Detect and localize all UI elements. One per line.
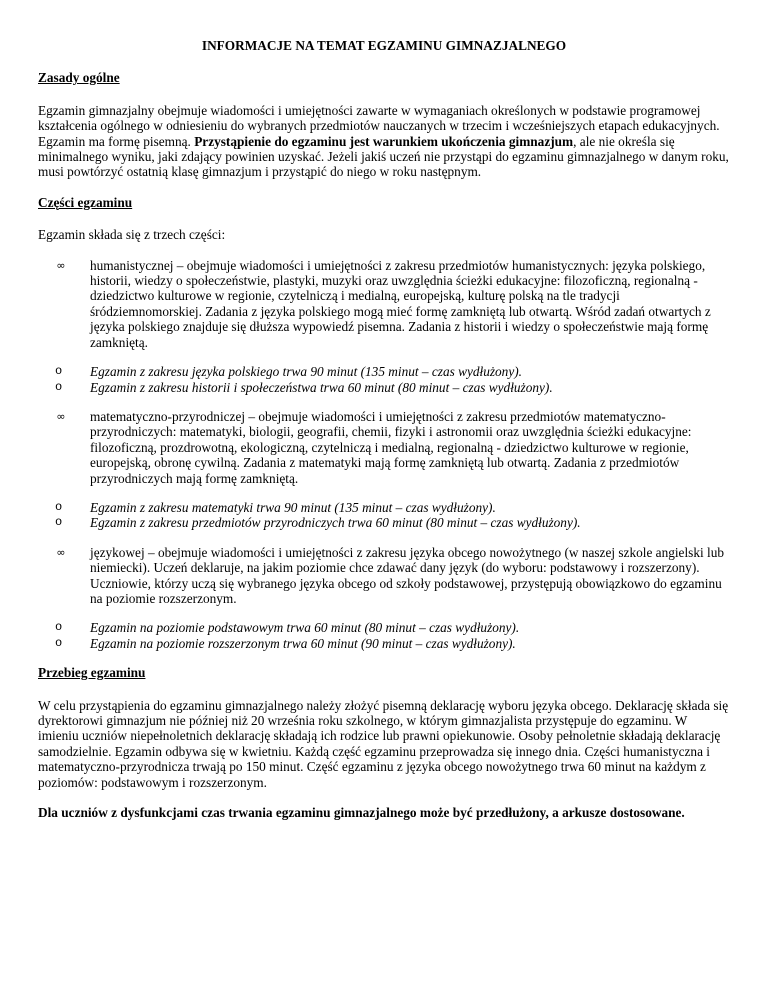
list-item bbox=[55, 499, 730, 515]
general-bold-text: Przystąpienie do egzaminu jest warunkiem ukończenia gimnazjum bbox=[194, 133, 574, 149]
list-item bbox=[55, 364, 730, 380]
list-item bbox=[55, 635, 730, 651]
circle-bullet-icon: o bbox=[55, 499, 63, 514]
sub-item-text: Egzamin z zakresu języka polskiego trwa 90 minut (135 minut – czas wydłużony). bbox=[90, 364, 522, 380]
dysfunction-note: Dla uczniów z dysfunkcjami czas trwania egzaminu gimnazjalnego może być przedłużony, a arkusze dostosowane. bbox=[38, 805, 685, 821]
sub-list bbox=[55, 620, 730, 651]
circle-bullet-icon: o bbox=[55, 515, 63, 530]
sub-item-text: Egzamin z zakresu matematyki trwa 90 minut (135 minut – czas wydłużony). bbox=[90, 499, 496, 515]
list-item bbox=[55, 379, 730, 395]
sub-list bbox=[55, 364, 730, 395]
list-item bbox=[38, 258, 730, 395]
section-heading-parts: Części egzaminu bbox=[38, 194, 133, 210]
section-heading-course: Przebieg egzaminu bbox=[38, 665, 146, 681]
parts-intro: Egzamin składa się z trzech części: bbox=[38, 227, 226, 243]
sub-item-text: Egzamin z zakresu historii i społeczeństwa trwa 60 minut (80 minut – czas wydłużony). bbox=[90, 379, 553, 395]
part-description: językowej – obejmuje wiadomości i umiejętności z zakresu języka obcego nowożytnego (w naszej szkole angielski lub niemiecki). Uczeń deklaruje, na jakim poziomie chce zdawać dany język (do wyboru: podstawowy i rozszerzony). Uczniowie, którzy uczą się wybranego języka obcego od szkoły podstawowej, przystępują obowiązkowo do egzaminu na poziomie rozszerzonym. bbox=[90, 544, 724, 606]
infinity-bullet-icon: ∞ bbox=[56, 409, 66, 423]
sub-item-text: Egzamin na poziomie rozszerzonym trwa 60 minut (90 minut – czas wydłużony). bbox=[90, 635, 516, 651]
parts-list bbox=[38, 258, 730, 652]
circle-bullet-icon: o bbox=[55, 635, 63, 650]
list-item bbox=[38, 409, 730, 531]
list-item bbox=[38, 545, 730, 651]
part-description: humanistycznej – obejmuje wiadomości i umiejętności z zakresu przedmiotów humanistycznych: języka polskiego, historii, wiedzy o społeczeństwie, plastyki, muzyki oraz uwzględnia ścieżki edukacyjne: filozoficzną, regionalną - dziedzictwo kulturowe w regionie, czytelniczą i medialną, europejską, kulturę polską na tle tradycji śródziemnomorskiej. Zadania z języka polskiego mogą mieć formę zamkniętą lub otwartą. Wśród zadań otwartych z języka polskiego znajduje się dłuższa wypowiedź pisemna. Zadania z historii i wiedzy o społeczeństwie mają formę zamkniętą. bbox=[90, 257, 711, 350]
sub-item-text: Egzamin na poziomie podstawowym trwa 60 minut (80 minut – czas wydłużony). bbox=[90, 620, 520, 636]
section-heading-general: Zasady ogólne bbox=[38, 70, 120, 86]
circle-bullet-icon: o bbox=[55, 620, 63, 635]
sub-list bbox=[55, 499, 730, 531]
general-text-2: , ale nie określa się minimalnego wyniku, jaki zdający powinien uzyskać. Jeżeli jakiś uczeń nie przystąpi do egzaminu gimnazjalnego w danym roku, musi powtórzyć ostatnią klasę gimnazjum i przystąpić do niego w roku następnym. bbox=[38, 133, 729, 180]
list-item bbox=[55, 620, 730, 636]
general-paragraph bbox=[38, 103, 730, 180]
circle-bullet-icon: o bbox=[55, 364, 63, 379]
circle-bullet-icon: o bbox=[55, 379, 63, 394]
general-text-1: Egzamin gimnazjalny obejmuje wiadomości i umiejętności zawarte w wymaganiach określonych w podstawie programowej kształcenia ogólnego w odniesieniu do wybranych przedmiotów nauczanych w trzecim i wcześniejszych etapach edukacyjnych. Egzamin ma formę pisemną. bbox=[38, 102, 720, 149]
infinity-bullet-icon: ∞ bbox=[56, 545, 66, 559]
course-paragraph: W celu przystąpienia do egzaminu gimnazjalnego należy złożyć pisemną deklarację wyboru języka obcego. Deklarację składa się dyrektorowi gimnazjum nie później niż 20 września roku szkolnego, w którym gimnazjalista przystępuje do egzaminu. W imieniu uczniów niepełnoletnich deklarację składają ich rodzice lub prawni opiekunowie. Osoby pełnoletnie składają deklarację samodzielnie. Egzamin odbywa się w kwietniu. Każdą część egzaminu przeprowadza się innego dnia. Części humanistyczna i matematyczno-przyrodnicza trwają po 150 minut. Część egzaminu z języka obcego nowożytnego trwa 60 minut na każdym z poziomów: podstawowym i rozszerzonym. bbox=[38, 697, 729, 790]
sub-item-text: Egzamin z zakresu przedmiotów przyrodniczych trwa 60 minut (80 minut – czas wydłużony). bbox=[90, 515, 581, 531]
part-description: matematyczno-przyrodniczej – obejmuje wiadomości i umiejętności z zakresu przedmiotów matematyczno-przyrodniczych: matematyki, biologii, geografii, chemii, fizyki i astronomii oraz uwzględnia ścieżki edukacyjne: filozoficzną, prozdrowotną, ekologiczną, czytelniczą i medialną, regionalną - dziedzictwo kulturowe w regionie, europejską, obronę cywilną. Zadania z matematyki mają formę zamkniętą lub otwartą. Zadania z przedmiotów przyrodniczych mają formę zamkniętą. bbox=[90, 408, 692, 486]
infinity-bullet-icon: ∞ bbox=[56, 258, 66, 272]
list-item bbox=[55, 515, 730, 531]
document-title: INFORMACJE NA TEMAT EGZAMINU GIMNAZJALNEGO bbox=[201, 38, 567, 53]
